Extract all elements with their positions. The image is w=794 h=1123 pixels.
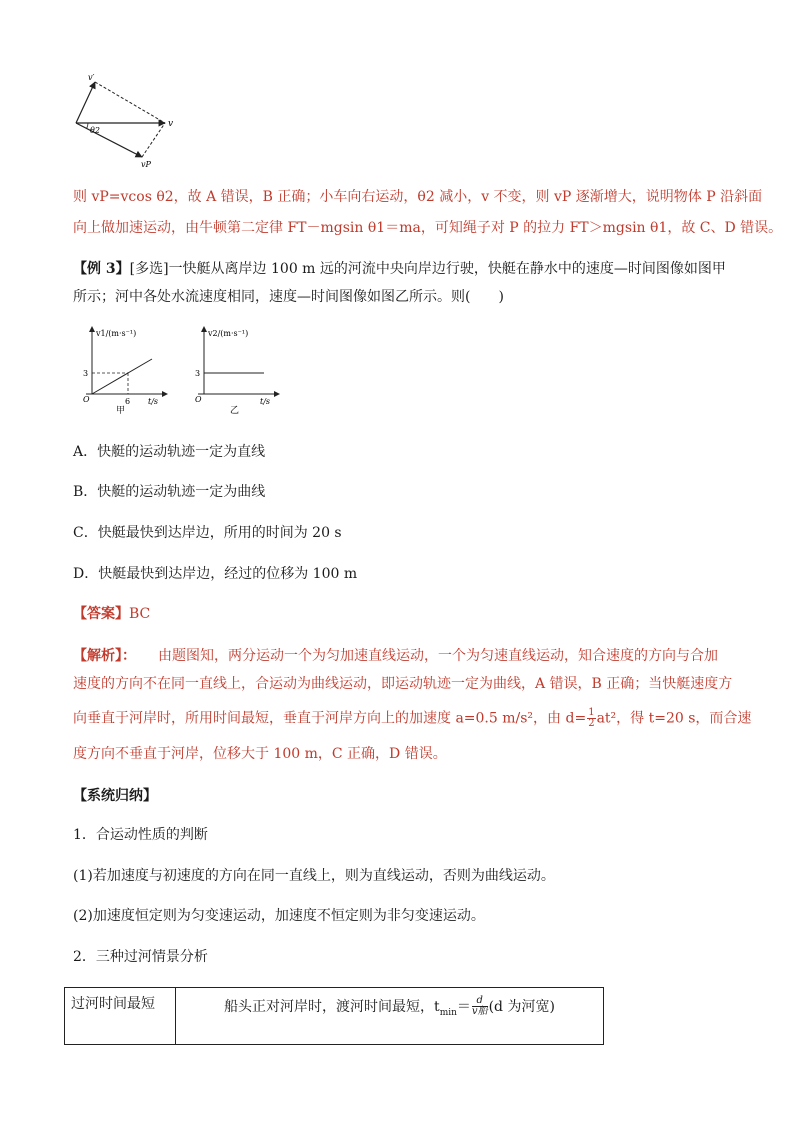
chart-yi-y-arrow: [201, 326, 207, 332]
label-vp: vP: [141, 160, 151, 169]
theta-arc: [87, 123, 88, 129]
example3-tag: [多选]: [129, 261, 169, 277]
prev-solution-line-2: 向上做加速运动，由牛顿第二定律 FT－mgsin θ1＝ma，可知绳子对 P 的拉力 FT＞mgsin θ1，故 C、D 错误。: [73, 220, 783, 236]
answer-line: [73, 604, 150, 624]
chart-yi: [190, 322, 290, 414]
analysis-frac-num: 1: [588, 707, 595, 718]
option-c: C．快艇最快到达岸边，所用的时间为 20 s: [73, 525, 342, 541]
chart-jia: [78, 322, 178, 414]
chart-yi-ytick: 3: [195, 369, 201, 378]
label-v: v: [168, 119, 174, 129]
summary-heading-2: 2．三种过河情景分析: [73, 949, 208, 965]
table-frac-den: v船: [471, 1006, 488, 1018]
example3-text-1: 一快艇从离岸边 100 m 远的河流中央向岸边行驶，快艇在静水中的速度—时间图像如图甲: [168, 261, 726, 277]
summary-para-1: (1)若加速度与初速度的方向在同一直线上，则为直线运动，否则为曲线运动。: [73, 868, 555, 884]
vprime-vector: [76, 82, 95, 123]
analysis-frac-den: 2: [588, 718, 595, 729]
river-crossing-table: [64, 987, 604, 1045]
chart-jia-origin: O: [83, 395, 90, 404]
dashed-top: [95, 82, 165, 123]
chart-jia-xtick: 6: [125, 397, 131, 406]
analysis-fraction: [587, 708, 595, 729]
analysis-text-1: 由题图知，两分运动一个为匀加速直线运动，一个为匀速直线运动，知合速度的方向与合加: [158, 648, 718, 664]
chart-jia-xlabel: t/s: [148, 397, 159, 406]
chart-yi-origin: O: [195, 395, 202, 404]
analysis-label: 【解析】：: [73, 648, 136, 664]
summary-heading-1: 1．合运动性质的判断: [73, 827, 208, 843]
chart-yi-x-arrow: [274, 391, 280, 397]
option-a: A．快艇的运动轨迹一定为直线: [73, 444, 266, 460]
table-frac-num: d: [472, 996, 488, 1007]
option-b: B．快艇的运动轨迹一定为曲线: [73, 484, 266, 500]
chart-jia-series-line: [92, 359, 152, 394]
table-fraction: [472, 996, 488, 1017]
prev-solution-line-1: 则 vP=vcos θ2，故 A 错误，B 正确；小车向右运动，θ2 减小，v 不变，则 vP 逐渐增大，说明物体 P 沿斜面: [73, 189, 763, 205]
answer-label: 【答案】: [73, 606, 129, 622]
vector-diagram: [70, 70, 190, 170]
chart-yi-ylabel: v2/(m·s⁻¹): [208, 329, 249, 338]
analysis-text-3a: 向垂直于河岸时，所用时间最短，垂直于河岸方向上的加速度 a=0.5 m/s²，由 d=: [73, 710, 587, 727]
analysis-line-2: 速度的方向不在同一直线上，合运动为曲线运动，即运动轨迹一定为曲线，A 错误，B 正确；当快艇速度方: [73, 676, 733, 692]
analysis-line-4: 度方向不垂直于河岸，位移大于 100 m，C 正确，D 错误。: [73, 746, 447, 762]
analysis-text-3b: at²，得 t=20 s，而合速: [596, 710, 752, 727]
analysis-line-1: [73, 646, 718, 666]
table-cell-text: 船头正对河岸时，渡河时间最短，t: [224, 998, 440, 1015]
chart-jia-y-arrow: [89, 326, 95, 332]
option-d: D．快艇最快到达岸边，经过的位移为 100 m: [73, 566, 358, 582]
chart-jia-ytick: 3: [83, 369, 89, 378]
table-cell-label: [65, 988, 176, 1045]
chart-jia-title: 甲: [116, 406, 126, 414]
chart-yi-xlabel: t/s: [260, 397, 271, 406]
summary-title: 【系统归纳】: [73, 788, 157, 804]
label-v-prime: v′: [88, 73, 95, 82]
example3-title: 【例 3】: [73, 261, 130, 277]
table-cell-eq: ＝: [456, 998, 471, 1015]
dashed-bottom: [142, 123, 165, 157]
answer-value: BC: [129, 606, 151, 622]
example3-line-1: [73, 259, 726, 279]
table-row: [65, 988, 604, 1045]
table-cell-sub: min: [439, 1007, 457, 1018]
table-cell-tail: (d 为河宽): [488, 998, 555, 1015]
vp-vector: [76, 123, 142, 157]
chart-jia-ylabel: v1/(m·s⁻¹): [96, 329, 137, 338]
analysis-line-3: [73, 708, 751, 729]
table-cell-content: [176, 988, 604, 1045]
chart-jia-x-arrow: [162, 391, 168, 397]
example3-line-2: 所示；河中各处水流速度相同，速度—时间图像如图乙所示。则( ): [73, 289, 504, 305]
table-cell-label-text: 过河时间最短: [71, 996, 155, 1012]
chart-yi-title: 乙: [230, 406, 240, 414]
summary-para-2: (2)加速度恒定则为匀变速运动，加速度不恒定则为非匀变速运动。: [73, 908, 485, 924]
label-theta: θ2: [90, 126, 100, 135]
